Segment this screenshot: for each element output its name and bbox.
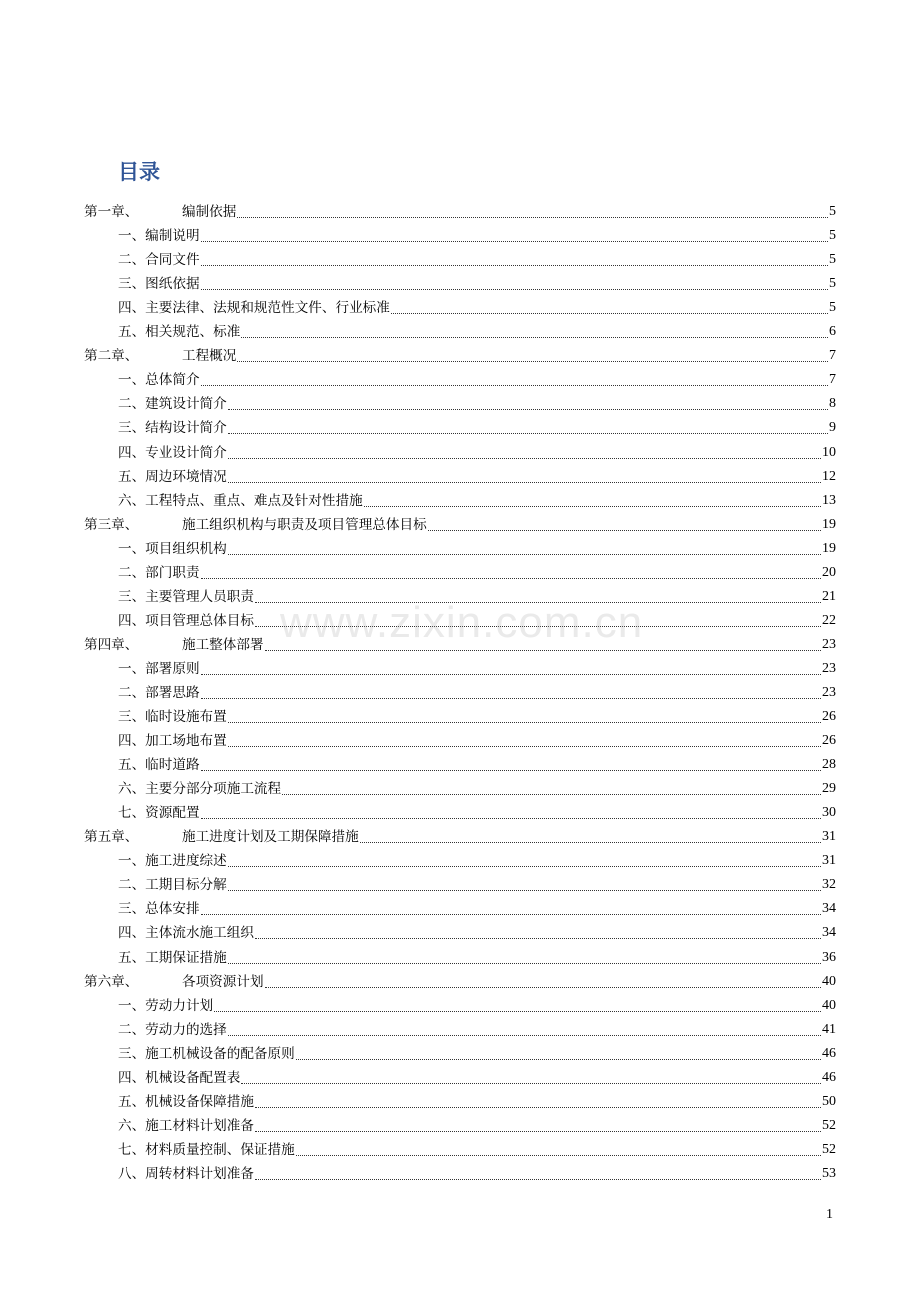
toc-entry-text: 施工整体部署 — [182, 636, 264, 653]
toc-dot-leader — [201, 241, 828, 242]
toc-entry-text: 二、劳动力的选择 — [118, 1021, 227, 1038]
toc-chapter-entry[interactable] — [0, 969, 920, 993]
toc-section-entry[interactable] — [0, 464, 920, 488]
toc-entry-label — [118, 419, 227, 437]
toc-dot-leader — [201, 770, 821, 771]
toc-page-number: 8 — [829, 396, 836, 412]
toc-entry-text: 一、施工进度综述 — [118, 853, 227, 870]
toc-page-number: 13 — [822, 492, 836, 508]
toc-entry-label — [118, 684, 200, 702]
toc-dot-leader — [255, 1107, 821, 1108]
toc-page-number: 52 — [822, 1141, 836, 1157]
toc-section-entry[interactable] — [0, 896, 920, 920]
toc-section-entry[interactable] — [0, 271, 920, 295]
toc-entry-text: 一、部署原则 — [118, 660, 200, 677]
toc-dot-leader — [228, 433, 828, 434]
toc-entry-text: 五、机械设备保障措施 — [118, 1093, 254, 1110]
toc-chapter-entry[interactable] — [0, 199, 920, 223]
toc-dot-leader — [228, 963, 821, 964]
toc-dot-leader — [265, 987, 821, 988]
toc-page-number: 5 — [829, 300, 836, 316]
toc-entry-text: 七、资源配置 — [118, 805, 200, 822]
footer-page-number: 1 — [826, 1207, 833, 1222]
toc-entry-label — [84, 828, 359, 846]
toc-entry-text: 五、临时道路 — [118, 757, 200, 774]
toc-entry-text: 五、相关规范、标准 — [118, 324, 241, 341]
toc-entry-label — [118, 708, 227, 726]
toc-entry-label — [118, 395, 227, 413]
toc-entry-label — [118, 1069, 240, 1087]
toc-entry-label — [118, 1093, 254, 1111]
toc-page-number: 31 — [822, 829, 836, 845]
toc-dot-leader — [228, 866, 821, 867]
toc-entry-label — [118, 371, 200, 389]
toc-page-number: 31 — [822, 853, 836, 869]
toc-entry-text: 二、合同文件 — [118, 252, 200, 269]
toc-dot-leader — [391, 313, 828, 314]
toc-entry-label — [118, 732, 227, 750]
toc-page-number: 23 — [822, 660, 836, 676]
toc-page-number: 5 — [829, 204, 836, 220]
toc-page-number: 36 — [822, 949, 836, 965]
toc-dot-leader — [201, 578, 821, 579]
toc-dot-leader — [255, 602, 821, 603]
toc-section-entry[interactable] — [0, 848, 920, 872]
toc-entry-text: 一、劳动力计划 — [118, 997, 214, 1014]
toc-page-number: 23 — [822, 684, 836, 700]
toc-section-entry[interactable] — [0, 776, 920, 800]
toc-dot-leader — [255, 1179, 821, 1180]
toc-dot-leader — [201, 265, 828, 266]
toc-page-number: 40 — [822, 973, 836, 989]
toc-chapter-number: 第一章、 — [84, 204, 139, 221]
toc-entry-text: 二、部署思路 — [118, 684, 200, 701]
toc-page-number: 30 — [822, 805, 836, 821]
toc-title: 目录 — [118, 160, 160, 184]
toc-section-entry[interactable] — [0, 415, 920, 439]
table-of-contents — [0, 199, 920, 1185]
toc-section-entry[interactable] — [0, 560, 920, 584]
toc-entry-label — [118, 756, 200, 774]
toc-dot-leader — [360, 842, 821, 843]
toc-entry-label — [118, 949, 227, 967]
toc-entry-text: 各项资源计划 — [182, 973, 264, 990]
toc-page-number: 10 — [822, 444, 836, 460]
toc-dot-leader — [228, 890, 821, 891]
toc-dot-leader — [237, 217, 828, 218]
toc-dot-leader — [228, 554, 821, 555]
toc-section-entry[interactable] — [0, 656, 920, 680]
toc-entry-text: 二、建筑设计简介 — [118, 396, 227, 413]
toc-section-entry[interactable] — [0, 1017, 920, 1041]
toc-dot-leader — [364, 506, 821, 507]
watermark: www.zixin.com.cn — [280, 598, 644, 647]
toc-page-number: 19 — [822, 540, 836, 556]
toc-dot-leader — [255, 938, 821, 939]
toc-entry-label — [118, 1141, 295, 1159]
toc-section-entry[interactable] — [0, 993, 920, 1017]
toc-page-number: 46 — [822, 1069, 836, 1085]
toc-section-entry[interactable] — [0, 1113, 920, 1137]
toc-dot-leader — [228, 722, 821, 723]
toc-page-number: 32 — [822, 877, 836, 893]
toc-section-entry[interactable] — [0, 295, 920, 319]
toc-dot-leader — [201, 289, 828, 290]
toc-entry-text: 六、工程特点、重点、难点及针对性措施 — [118, 492, 363, 509]
toc-entry-label — [118, 1021, 227, 1039]
toc-entry-text: 编制依据 — [182, 204, 237, 221]
toc-section-entry[interactable] — [0, 800, 920, 824]
toc-page-number: 29 — [822, 781, 836, 797]
toc-chapter-entry[interactable] — [0, 512, 920, 536]
toc-page-number: 53 — [822, 1165, 836, 1181]
toc-entry-text: 四、主要法律、法规和规范性文件、行业标准 — [118, 300, 390, 317]
toc-section-entry[interactable] — [0, 1137, 920, 1161]
toc-chapter-number: 第四章、 — [84, 636, 139, 653]
toc-section-entry[interactable] — [0, 439, 920, 463]
toc-chapter-number: 第五章、 — [84, 829, 139, 846]
toc-dot-leader — [228, 458, 821, 459]
toc-section-entry[interactable] — [0, 247, 920, 271]
toc-section-entry[interactable] — [0, 920, 920, 944]
toc-entry-text: 一、编制说明 — [118, 228, 200, 245]
toc-dot-leader — [228, 409, 828, 410]
toc-dot-leader — [255, 1131, 821, 1132]
toc-page-number: 23 — [822, 636, 836, 652]
toc-entry-text: 五、工期保证措施 — [118, 949, 227, 966]
toc-entry-label — [118, 660, 200, 678]
toc-entry-label — [118, 852, 227, 870]
toc-page-number: 40 — [822, 997, 836, 1013]
toc-entry-text: 一、总体简介 — [118, 372, 200, 389]
toc-entry-text: 三、主要管理人员职责 — [118, 588, 254, 605]
toc-entry-text: 七、材料质量控制、保证措施 — [118, 1141, 295, 1158]
toc-chapter-entry[interactable] — [0, 343, 920, 367]
toc-dot-leader — [237, 361, 828, 362]
toc-section-entry[interactable] — [0, 872, 920, 896]
toc-section-entry[interactable] — [0, 319, 920, 343]
toc-entry-label — [118, 588, 254, 606]
toc-page-number: 5 — [829, 276, 836, 292]
toc-dot-leader — [241, 1083, 821, 1084]
toc-section-entry[interactable] — [0, 1161, 920, 1185]
toc-entry-label — [118, 299, 390, 317]
toc-entry-text: 二、工期目标分解 — [118, 877, 227, 894]
toc-dot-leader — [228, 1035, 821, 1036]
toc-entry-label — [118, 924, 254, 942]
toc-entry-label — [84, 203, 236, 221]
toc-section-entry[interactable] — [0, 1041, 920, 1065]
toc-entry-text: 四、机械设备配置表 — [118, 1069, 241, 1086]
toc-page-number: 26 — [822, 709, 836, 725]
toc-entry-label — [118, 227, 200, 245]
toc-section-entry[interactable] — [0, 488, 920, 512]
toc-entry-label — [118, 1045, 295, 1063]
toc-dot-leader — [255, 626, 821, 627]
toc-entry-text: 施工组织机构与职责及项目管理总体目标 — [182, 516, 427, 533]
toc-entry-label — [118, 876, 227, 894]
toc-section-entry[interactable] — [0, 1065, 920, 1089]
toc-entry-label — [118, 275, 200, 293]
toc-page-number: 5 — [829, 252, 836, 268]
toc-entry-label — [118, 540, 227, 558]
toc-section-entry[interactable] — [0, 752, 920, 776]
toc-dot-leader — [282, 794, 821, 795]
toc-section-entry[interactable] — [0, 223, 920, 247]
toc-dot-leader — [228, 482, 821, 483]
toc-section-entry[interactable] — [0, 728, 920, 752]
toc-page-number: 50 — [822, 1093, 836, 1109]
toc-page-number: 22 — [822, 612, 836, 628]
toc-entry-text: 一、项目组织机构 — [118, 540, 227, 557]
toc-page-number: 21 — [822, 588, 836, 604]
toc-dot-leader — [296, 1155, 821, 1156]
toc-page-number: 12 — [822, 468, 836, 484]
toc-page-number: 41 — [822, 1021, 836, 1037]
toc-page-number: 34 — [822, 925, 836, 941]
toc-dot-leader — [241, 337, 828, 338]
toc-section-entry[interactable] — [0, 367, 920, 391]
toc-section-entry[interactable] — [0, 608, 920, 632]
toc-entry-label — [84, 516, 427, 534]
toc-chapter-entry[interactable] — [0, 632, 920, 656]
toc-entry-text: 四、项目管理总体目标 — [118, 612, 254, 629]
toc-section-entry[interactable] — [0, 944, 920, 968]
toc-entry-text: 三、施工机械设备的配备原则 — [118, 1045, 295, 1062]
toc-entry-label — [84, 636, 264, 654]
toc-dot-leader — [428, 530, 821, 531]
toc-section-entry[interactable] — [0, 704, 920, 728]
toc-entry-text: 四、专业设计简介 — [118, 444, 227, 461]
toc-page-number: 26 — [822, 733, 836, 749]
toc-section-entry[interactable] — [0, 680, 920, 704]
toc-entry-label — [118, 997, 213, 1015]
toc-entry-label — [118, 1165, 254, 1183]
toc-entry-label — [84, 973, 264, 991]
toc-page-number: 6 — [829, 324, 836, 340]
toc-page-number: 5 — [829, 228, 836, 244]
toc-entry-text: 四、主体流水施工组织 — [118, 925, 254, 942]
toc-page-number: 28 — [822, 757, 836, 773]
toc-entry-text: 工程概况 — [182, 348, 237, 365]
toc-chapter-number: 第六章、 — [84, 973, 139, 990]
toc-section-entry[interactable] — [0, 1089, 920, 1113]
toc-chapter-entry[interactable] — [0, 824, 920, 848]
toc-page-number: 7 — [829, 348, 836, 364]
toc-page-number: 9 — [829, 420, 836, 436]
toc-entry-label — [118, 804, 200, 822]
toc-page-number: 19 — [822, 516, 836, 532]
toc-dot-leader — [228, 746, 821, 747]
toc-entry-text: 五、周边环境情况 — [118, 468, 227, 485]
toc-entry-text: 三、总体安排 — [118, 901, 200, 918]
toc-dot-leader — [265, 650, 821, 651]
toc-entry-label — [118, 251, 200, 269]
toc-entry-text: 三、结构设计简介 — [118, 420, 227, 437]
toc-entry-label — [118, 444, 227, 462]
toc-entry-label — [118, 780, 281, 798]
toc-dot-leader — [201, 674, 821, 675]
toc-entry-text: 八、周转材料计划准备 — [118, 1165, 254, 1182]
toc-page-number: 20 — [822, 564, 836, 580]
toc-dot-leader — [201, 698, 821, 699]
toc-dot-leader — [214, 1011, 821, 1012]
toc-dot-leader — [201, 914, 821, 915]
toc-entry-text: 六、主要分部分项施工流程 — [118, 781, 282, 798]
toc-page-number: 7 — [829, 372, 836, 388]
toc-entry-text: 三、图纸依据 — [118, 276, 200, 293]
toc-entry-label — [118, 1117, 254, 1135]
toc-entry-text: 四、加工场地布置 — [118, 733, 227, 750]
toc-dot-leader — [201, 385, 828, 386]
toc-entry-text: 六、施工材料计划准备 — [118, 1117, 254, 1134]
toc-entry-label — [84, 347, 236, 365]
toc-dot-leader — [296, 1059, 821, 1060]
toc-section-entry[interactable] — [0, 584, 920, 608]
toc-section-entry[interactable] — [0, 536, 920, 560]
toc-dot-leader — [201, 818, 821, 819]
toc-chapter-number: 第三章、 — [84, 516, 139, 533]
toc-section-entry[interactable] — [0, 391, 920, 415]
toc-entry-text: 三、临时设施布置 — [118, 709, 227, 726]
toc-entry-text: 二、部门职责 — [118, 564, 200, 581]
toc-page-number: 34 — [822, 901, 836, 917]
toc-entry-label — [118, 468, 227, 486]
toc-chapter-number: 第二章、 — [84, 348, 139, 365]
toc-entry-label — [118, 492, 363, 510]
toc-entry-text: 施工进度计划及工期保障措施 — [182, 829, 359, 846]
toc-entry-label — [118, 564, 200, 582]
toc-entry-label — [118, 612, 254, 630]
toc-entry-label — [118, 900, 200, 918]
toc-page-number: 46 — [822, 1045, 836, 1061]
toc-page-number: 52 — [822, 1117, 836, 1133]
toc-entry-label — [118, 323, 240, 341]
